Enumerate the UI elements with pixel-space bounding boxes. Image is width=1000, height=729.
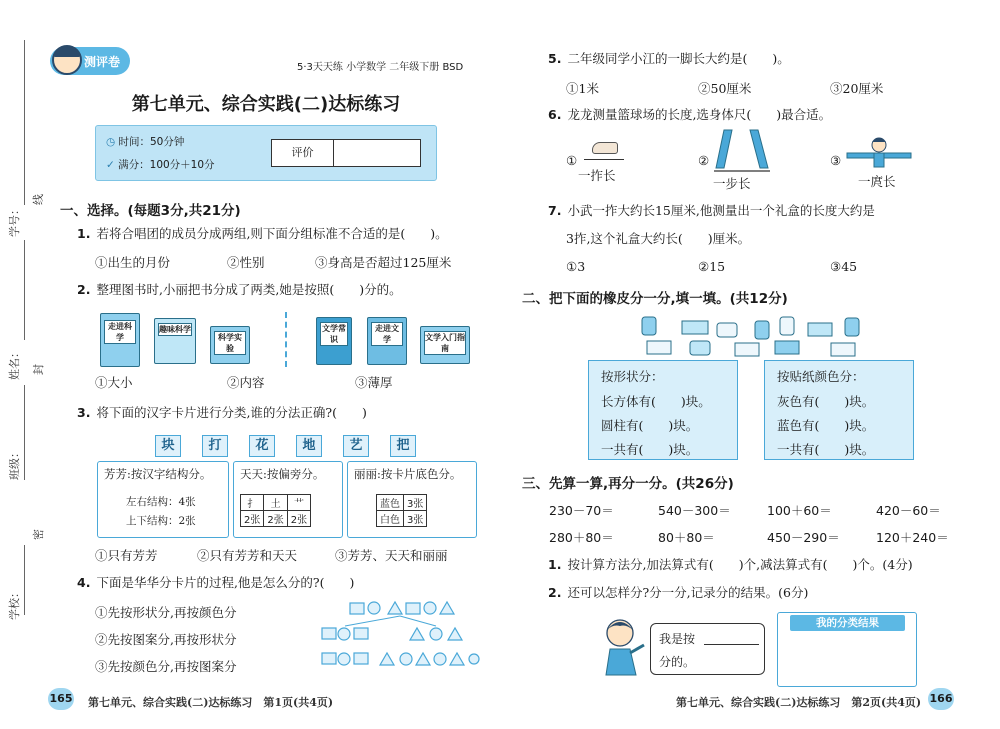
bubble-text: 分的。: [659, 655, 696, 669]
calc-item[interactable]: 280＋80＝: [549, 530, 614, 545]
calc-item[interactable]: 80＋80＝: [658, 530, 715, 545]
lili-title: 丽丽:按卡片底色分。: [354, 467, 462, 481]
hanzi-card: 地: [296, 435, 322, 457]
q7-option-3[interactable]: ③45: [830, 259, 858, 274]
count-cell: 2张: [264, 511, 287, 527]
count-cell: 3张: [404, 511, 427, 527]
sticker-total-field[interactable]: 一共有( )块。: [777, 442, 875, 457]
step-legs-icon: [712, 128, 772, 174]
line-mark: 线: [32, 194, 45, 205]
bubble-text: 我是按: [659, 632, 696, 646]
calc-item[interactable]: 420－60＝: [876, 503, 941, 518]
q5-option-2[interactable]: ②50厘米: [698, 81, 752, 96]
footer-left: 第七单元、综合实践(二)达标练习 第1页(共4页): [88, 696, 334, 709]
time-label: ◷ 时间：50分钟: [106, 136, 185, 148]
q2-option-1[interactable]: ①大小: [95, 375, 133, 390]
q3-stem: 3. 将下面的汉字卡片进行分类,谁的分法正确?( ): [77, 405, 367, 420]
fangfang-row: 上下结构：2张: [126, 515, 196, 527]
book-4: 文学常识: [316, 317, 352, 365]
book-5: 走进文学: [367, 317, 407, 365]
q2-option-3[interactable]: ③薄厚: [355, 375, 393, 390]
hanzi-card: 打: [202, 435, 228, 457]
calc-item[interactable]: 230－70＝: [549, 503, 614, 518]
class-label: 班级：: [8, 447, 21, 480]
cut-line: [24, 240, 25, 340]
fangfang-title: 芳芳:按汉字结构分。: [104, 467, 212, 481]
name-label: 姓名：: [8, 347, 21, 380]
q1-option-2[interactable]: ②性别: [227, 255, 265, 270]
blue-count-field[interactable]: 蓝色有( )块。: [777, 418, 875, 433]
calc-item[interactable]: 540－300＝: [658, 503, 731, 518]
section-1-title: 一、选择。(每题3分,共21分): [60, 203, 241, 219]
arm-span-boy-icon: [844, 136, 914, 170]
clock-icon: ◷: [106, 136, 119, 148]
q6-choice-2[interactable]: ②: [698, 153, 710, 168]
binding-margin: [0, 0, 48, 729]
q2-stem: 2. 整理图书时,小丽把书分成了两类,她是按照( )分的。: [77, 282, 402, 297]
q4-stem: 4. 下面是华华分卡片的过程,他是怎么分的?( ): [77, 575, 355, 590]
radical-cell: 艹: [287, 495, 310, 511]
divider: [285, 312, 287, 367]
close-mark: 密: [32, 529, 45, 540]
cut-line: [24, 40, 25, 205]
q5-option-3[interactable]: ③20厘米: [830, 81, 884, 96]
evaluation-box: [271, 139, 421, 167]
cylinder-count-field[interactable]: 圆柱有( )块。: [601, 418, 699, 433]
badge-label: 测评卷: [84, 55, 121, 69]
count-cell: 3张: [404, 495, 427, 511]
book-1: 走进科学: [100, 313, 140, 367]
cuboid-count-field[interactable]: 长方体有( )块。: [601, 394, 711, 409]
score-label: ✓ 满分：100分＋10分: [106, 159, 215, 171]
shape-sort-panel: [588, 360, 738, 460]
color-cell: 白色: [377, 511, 404, 527]
sec3-q2: 2. 还可以怎样分?分一分,记录分的结果。(6分): [548, 585, 809, 600]
fangfang-row: 左右结构：4张: [126, 496, 196, 508]
kid-face-icon: [52, 45, 82, 75]
evaluation-label: 评价: [272, 140, 334, 166]
hanzi-card: 花: [249, 435, 275, 457]
q7-option-2[interactable]: ②15: [698, 259, 726, 274]
calc-item[interactable]: 100＋60＝: [767, 503, 832, 518]
answer-blank[interactable]: [704, 644, 759, 645]
q7-option-1[interactable]: ①3: [566, 259, 586, 274]
color-cell: 蓝色: [377, 495, 404, 511]
book-6: 文学入门指南: [420, 326, 470, 364]
fangfang-group: [97, 461, 229, 538]
student-id-label: 学号：: [8, 204, 21, 237]
hanzi-card: 块: [155, 435, 181, 457]
q1-option-1[interactable]: ①出生的月份: [95, 255, 171, 270]
q6-label-3: 一庹长: [858, 174, 896, 189]
sticker-sort-title: 按贴纸颜色分：: [777, 369, 865, 384]
q5-option-1[interactable]: ①1米: [566, 81, 599, 96]
section-3-title: 三、先算一算,再分一分。(共26分): [522, 476, 734, 492]
q6-choice-3[interactable]: ③: [830, 153, 842, 168]
page-number-left: 165: [48, 688, 74, 710]
calc-item[interactable]: 120＋240＝: [876, 530, 949, 545]
series-label: 5·3天天练 小学数学 二年级下册 BSD: [297, 62, 464, 73]
radical-cell: 扌: [241, 495, 264, 511]
sec3-q1: 1. 按计算方法分,加法算式有( )个,减法算式有( )个。(4分): [548, 557, 913, 572]
check-icon: ✓: [106, 159, 119, 171]
q1-option-3[interactable]: ③身高是否超过125厘米: [315, 255, 452, 270]
q7-stem-cont: 3拃,这个礼盒大约长( )厘米。: [566, 231, 751, 246]
book-3: 科学实验: [210, 326, 250, 364]
q7-stem: 7. 小武一拃大约长15厘米,他测量出一个礼盒的长度大约是: [548, 203, 875, 218]
seal-mark: 封: [32, 364, 45, 375]
section-2-title: 二、把下面的橡皮分一分,填一填。(共12分): [522, 291, 788, 307]
erasers-illustration: [635, 313, 865, 363]
q3-option-2[interactable]: ②只有芳芳和天天: [197, 548, 298, 563]
q6-label-1: 一拃长: [578, 168, 616, 183]
count-cell: 2张: [241, 511, 264, 527]
info-box: [95, 125, 437, 181]
shape-total-field[interactable]: 一共有( )块。: [601, 442, 699, 457]
calc-item[interactable]: 450－290＝: [767, 530, 840, 545]
result-box[interactable]: [777, 612, 917, 687]
footer-right: 第七单元、综合实践(二)达标练习 第2页(共4页): [676, 696, 922, 709]
q3-option-1[interactable]: ①只有芳芳: [95, 548, 158, 563]
shape-sort-title: 按形状分：: [601, 369, 664, 384]
q4-option-3[interactable]: ③先按颜色分,再按图案分: [95, 659, 237, 674]
hanzi-card: 艺: [343, 435, 369, 457]
sticker-sort-panel: [764, 360, 914, 460]
tiantian-group: [233, 461, 343, 538]
hanzi-card: 把: [390, 435, 416, 457]
gray-count-field[interactable]: 灰色有( )块。: [777, 394, 875, 409]
q6-label-2: 一步长: [713, 176, 751, 191]
speech-bubble: [650, 623, 765, 675]
boy-icon: [598, 617, 648, 679]
badge: [50, 47, 130, 75]
school-label: 学校：: [8, 587, 21, 620]
count-cell: 2张: [287, 511, 310, 527]
tiantian-title: 天天:按偏旁分。: [240, 467, 325, 481]
q4-option-1[interactable]: ①先按形状分,再按颜色分: [95, 605, 237, 620]
q5-stem: 5. 二年级同学小江的一脚长大约是( )。: [548, 51, 790, 66]
page-title: 第七单元、综合实践(二)达标练习: [131, 94, 401, 115]
q2-option-2[interactable]: ②内容: [227, 375, 265, 390]
radical-cell: 土: [264, 495, 287, 511]
hand-span-icon: [584, 140, 624, 160]
q6-stem: 6. 龙龙测量篮球场的长度,选身体尺( )最合适。: [548, 107, 832, 122]
cut-line: [24, 385, 25, 480]
q6-choice-1[interactable]: ①: [566, 153, 578, 168]
page-number-right: 166: [928, 688, 954, 710]
q3-option-3[interactable]: ③芳芳、天天和丽丽: [335, 548, 448, 563]
book-2: 趣味科学: [154, 318, 196, 364]
q1-stem: 1. 若将合唱团的成员分成两组,则下面分组标准不合适的是( )。: [77, 226, 448, 241]
lili-group: [347, 461, 477, 538]
q4-option-2[interactable]: ②先按图案分,再按形状分: [95, 632, 237, 647]
card-sorting-tree-diagram: [320, 598, 480, 673]
cut-line: [24, 545, 25, 615]
result-title: 我的分类结果: [790, 615, 905, 631]
